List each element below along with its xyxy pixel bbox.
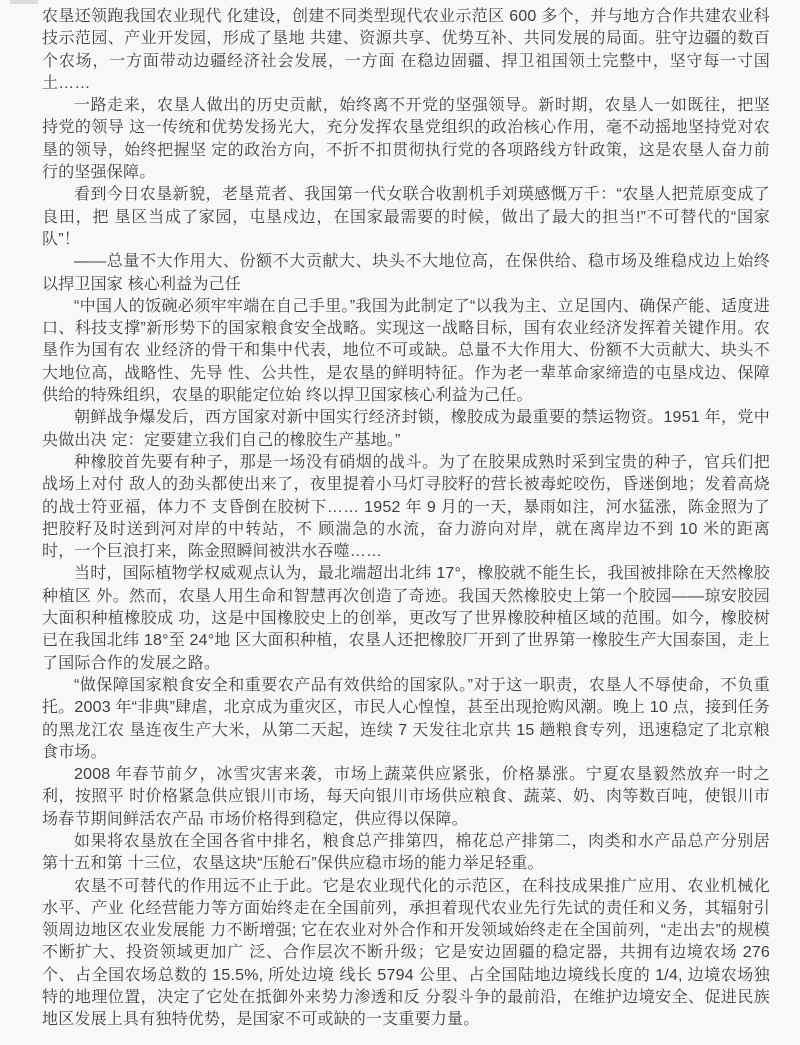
scan-edge-artifact: [10, 0, 38, 4]
paragraph: 农垦还领跑我国农业现代 化建设，创建不同类型现代农业示范区 600 多个，并与地方合作共建农业科技示范园、产业开发园，形成了垦地 共建、资源共享、优势互补、共同发展的局面。驻守边疆的数百个农场，一方面带动边疆经济社会发展，一方面 在稳边固疆、捍卫祖国领土完整中，坚守每一寸国土……: [42, 8, 770, 92]
paragraph: 如果将农垦放在全国各省中排名，粮食总产排第四，棉花总产排第二，肉类和水产品总产分别居第十五和第 十三位，农垦这块“压舱石”保供应稳市场的能力举足轻重。: [42, 832, 770, 873]
paragraph: 朝鲜战争爆发后，西方国家对新中国实行经济封锁，橡胶成为最重要的禁运物资。1951 年，党中央做出决 定：定要建立我们自己的橡胶生产基地。”: [42, 409, 770, 449]
paragraph: “中国人的饭碗必须牢牢端在自己手里。”我国为此制定了“以我为主、立足国内、确保产能、适度进口、科技支撑”新形势下的国家粮食安全战略。实现这一战略目标，国有农业经济发挥着关键作用。农垦作为国有农 业经济的骨干和集中代表，地位不可或缺。总量不大作用大、份额不大贡献大、块头不大地位高，战略性、先导 性、公共性，是农垦的鲜明特征。作为老一辈革命家缔造的屯垦戍边、保障供给的特殊组织，农垦的职能定位始 终以捍卫国家核心利益为己任。: [42, 297, 770, 405]
paragraph: 一路走来，农垦人做出的历史贡献，始终离不开党的坚强领导。新时期，农垦人一如既往，把坚持党的领导 这一传统和优势发扬光大，充分发挥农垦党组织的政治核心作用，毫不动摇地坚持党对农垦的领导，始终把握坚 定的政治方向，不折不扣贯彻执行党的各项路线方针政策，这是农垦人奋力前行的坚强保障。: [42, 97, 770, 182]
paragraph: 农垦不可替代的作用远不止于此。它是农业现代化的示范区，在科技成果推广应用、农业机械化水平、产业 化经营能力等方面始终走在全国前列，承担着现代农业先行先试的责任和义务，其辐射引领周边地区农业发展能 力不断增强; 它在农业对外合作和开发领域始终走在全国前列，“走出去”的规模不断扩大、投资领域更加广 泛、合作层次不断升级；它是安边固疆的稳定器，共拥有边境农场 276 个、占全国农场总数的 15.5%, 所处边境 线长 5794 公里、占全国陆地边境线长度的 1/4, 边境农场独特的地理位置，决定了它处在抵御外来势力渗透和反 分裂斗争的最前沿，在维护边境安全、促进民族地区发展上具有独特优势，是国家不可或缺的一支重要力量。: [42, 877, 770, 1029]
paragraph: 看到今日农垦新貌，老垦荒者、我国第一代女联合收割机手刘瑛感慨万千：“农垦人把荒原变成了良田，把 垦区当成了家园，屯垦戍边，在国家最需要的时候，做出了最大的担当!”不可替代的“国家队”！: [42, 186, 770, 248]
document-page: [42, 6, 770, 1032]
paragraph: 种橡胶首先要有种子，那是一场没有硝烟的战斗。为了在胶果成熟时采到宝贵的种子，官兵们把战场上对付 敌人的劲头都使出来了，夜里提着小马灯寻胶籽的营长被毒蛇咬伤，昏迷倒地；发着高烧的战士符亚福，体力不 支昏倒在胶树下…… 1952 年 9 月的一天，暴雨如注，河水猛涨，陈金照为了把胶籽及时送到河对岸的中转站，不 顾湍急的水流，奋力游向对岸，就在离岸边不到 10 米的距离时，一个巨浪打来，陈金照瞬间被洪水吞噬……: [42, 453, 770, 561]
paragraph: ——总量不大作用大、份额不大贡献大、块头不大地位高，在保供给、稳市场及维稳戍边上始终以捍卫国家 核心利益为己任: [42, 253, 770, 293]
paragraph: “做保障国家粮食安全和重要农产品有效供给的国家队。”对于这一职责，农垦人不辱使命，不负重托。2003 年“非典”肆虐，北京成为重灾区，市民人心惶惶，甚至出现抢购风潮。晚上 10 点，接到任务的黑龙江农 垦连夜生产大米，从第二天起，连续 7 天发往北京共 15 趟粮食专列，迅速稳定了北京粮食市场。: [42, 676, 770, 761]
paragraph: 当时，国际植物学权威观点认为，最北端超出北纬 17°，橡胶就不能生长，我国被排除在天然橡胶种植区 外。然而，农垦人用生命和智慧再次创造了奇迹。我国天然橡胶史上第一个胶园——琼安胶园大面积种植橡胶成 功，这是中国橡胶史上的创举，更改写了世界橡胶种植区域的范围。如今，橡胶树已在我国北纬 18°至 24°地 区大面积种植，农垦人还把橡胶厂开到了世界第一橡胶生产大国泰国，走上了国际合作的发展之路。: [42, 565, 770, 672]
paragraph: 2008 年春节前夕，冰雪灾害来袭，市场上蔬菜供应紧张，价格暴涨。宁夏农垦毅然放弃一时之利，按照平 时价格紧急供应银川市场，每天向银川市场供应粮食、蔬菜、奶、肉等数百吨，使银川市场春节期间鲜活农产品 市场价格得到稳定，供应得以保障。: [42, 766, 770, 828]
